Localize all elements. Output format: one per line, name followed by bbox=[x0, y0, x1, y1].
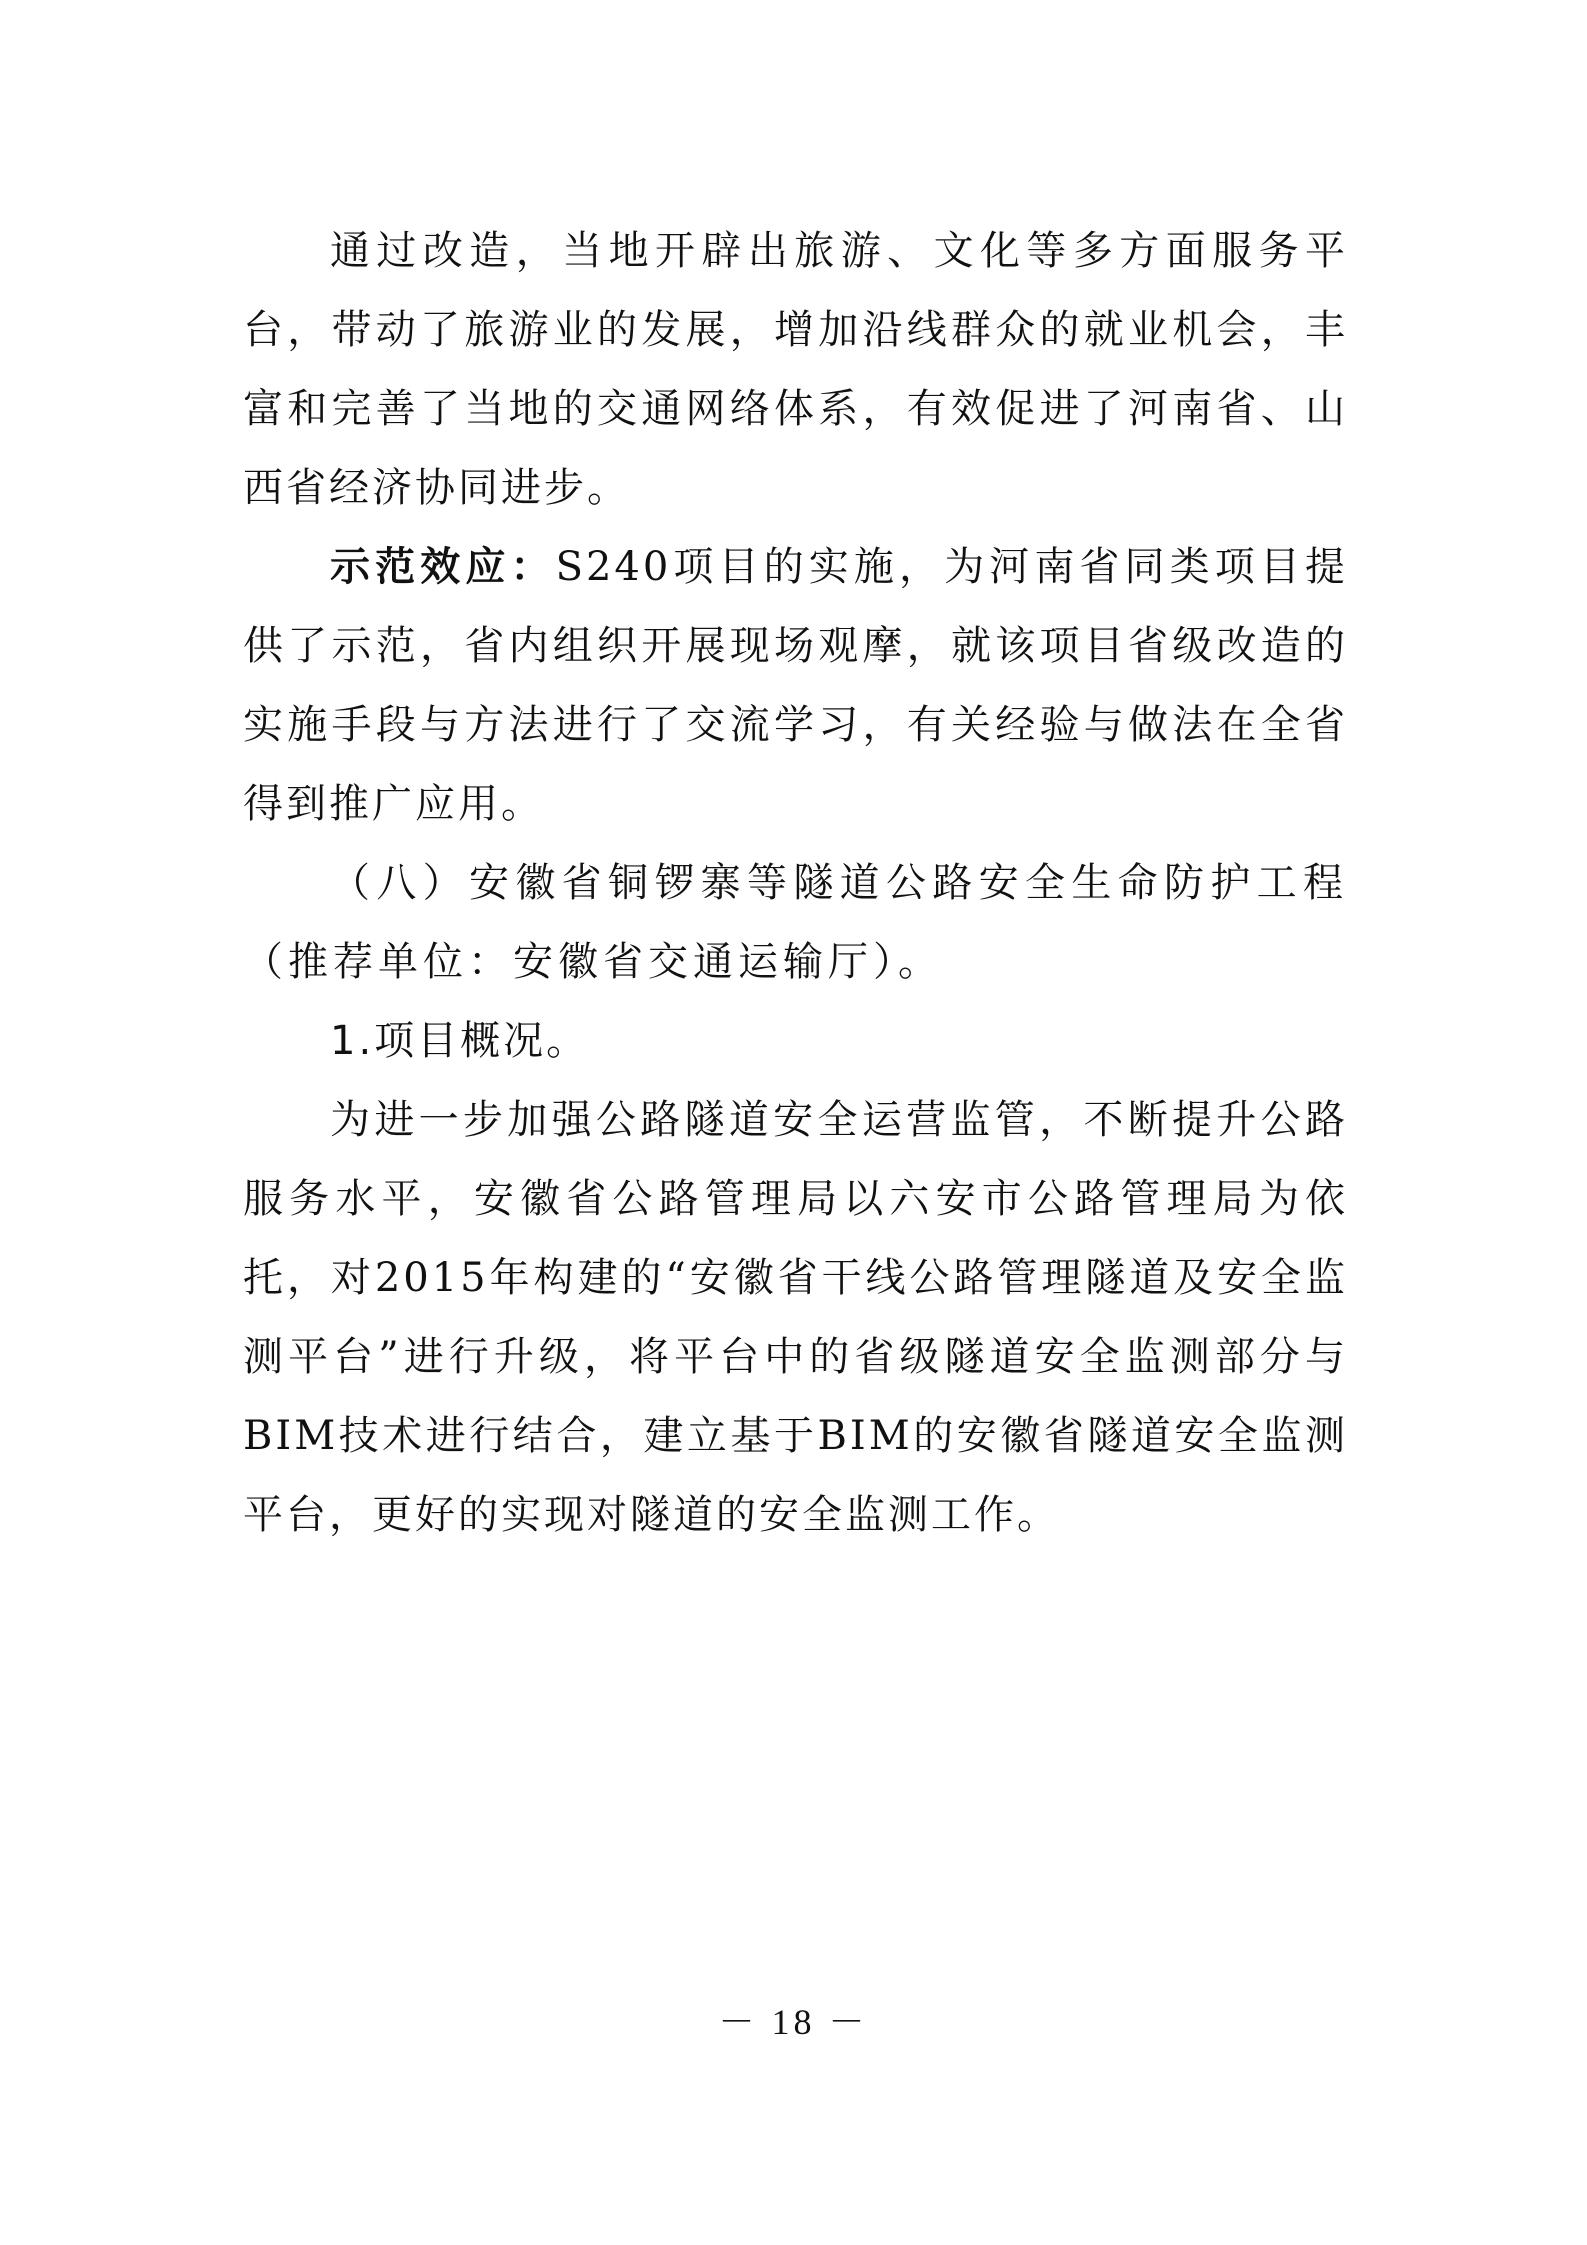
paragraph-project-overview: 为进一步加强公路隧道安全运营监管，不断提升公路服务水平，安徽省公路管理局以六安市公路管理局为依托，对2015年构建的“安徽省干线公路管理隧道及安全监测平台”进行升级，将平台中的省级隧道安全监测部分与BIM技术进行结合，建立基于BIM的安徽省隧道安全监测平台，更好的实现对隧道的安全监测工作。 bbox=[243, 1097, 1348, 1538]
subheading-project-overview: 1.项目概况。 bbox=[330, 1018, 590, 1064]
document-body bbox=[243, 212, 1348, 1555]
section-heading-anhui-tunnel: （八）安徽省铜锣寨等隧道公路安全生命防护工程（推荐单位：安徽省交通运输厅）。 bbox=[243, 860, 1348, 985]
page-number: － 18 － bbox=[718, 2002, 869, 2042]
demonstration-effect-text: S240项目的实施，为河南省同类项目提供了示范，省内组织开展现场观摩，就该项目省级改造的实施手段与方法进行了交流学习，有关经验与做法在全省得到推广应用。 bbox=[243, 544, 1348, 827]
demonstration-effect-label: 示范效应： bbox=[330, 544, 556, 590]
paragraph-tourism-benefit: 通过改造，当地开辟出旅游、文化等多方面服务平台，带动了旅游业的发展，增加沿线群众的就业机会，丰富和完善了当地的交通网络体系，有效促进了河南省、山西省经济协同进步。 bbox=[243, 228, 1348, 511]
paragraph-demonstration-effect bbox=[243, 528, 1348, 844]
